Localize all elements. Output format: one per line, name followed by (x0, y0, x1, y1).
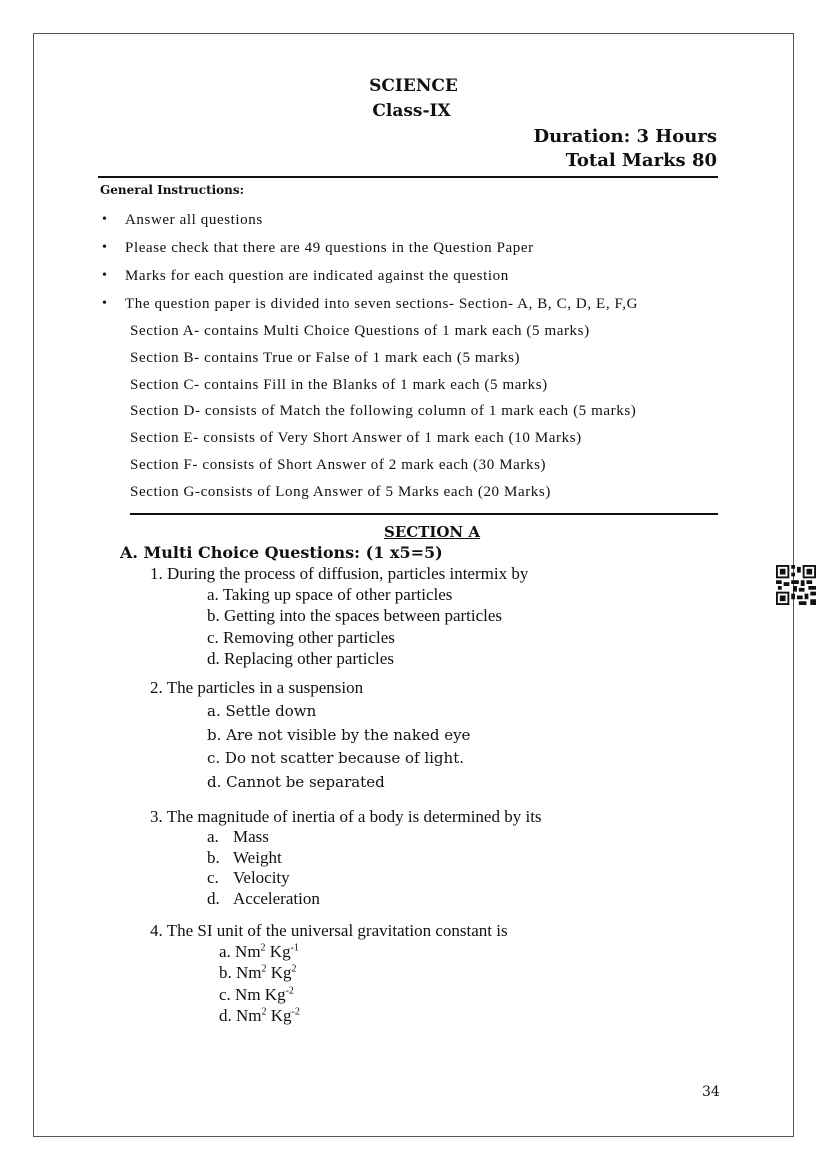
option-text: c. Nm Kg (219, 984, 286, 1004)
section-description: Section C- contains Fill in the Blanks of 1 mark each (5 marks) (130, 376, 548, 393)
section-description: Section D- consists of Match the following column of 1 mark each (5 marks) (130, 403, 637, 420)
section-description: Section A- contains Multi Choice Questions of 1 mark each (5 marks) (130, 323, 590, 339)
option-text: a. Nm (219, 942, 261, 961)
superscript: -2 (285, 984, 294, 996)
option-letter: b. (207, 847, 220, 867)
question-1: 1. During the process of diffusion, particles intermix by (150, 564, 529, 583)
subject-title: SCIENCE (369, 76, 458, 96)
option: Mass (233, 827, 269, 846)
bullet-icon: • (102, 212, 107, 227)
bullet-icon: • (102, 268, 107, 283)
option (219, 963, 297, 983)
option-text: Kg (266, 1005, 292, 1025)
total-marks: Total Marks 80 (565, 150, 717, 171)
option: Velocity (233, 868, 290, 888)
section-a-title: SECTION A (383, 523, 481, 541)
superscript: -1 (290, 942, 299, 954)
question-3: 3. The magnitude of inertia of a body is determined by its (150, 807, 542, 826)
instruction-item: Please check that there are 49 questions in the Question Paper (125, 240, 534, 256)
superscript: 2 (261, 1006, 267, 1018)
qr-code-icon (776, 565, 816, 605)
option (219, 942, 299, 962)
section-description: Section F- consists of Short Answer of 2 mark each (30 Marks) (130, 457, 547, 473)
option: b. Getting into the spaces between particles (207, 606, 503, 626)
duration: Duration: 3 Hours (533, 126, 717, 147)
option: d. Cannot be separated (207, 773, 385, 792)
option (219, 985, 294, 1005)
option: c. Removing other particles (207, 627, 395, 647)
instructions-rule (130, 513, 718, 515)
instruction-item: The question paper is divided into seven sections- Section- A, B, C, D, E, F,G (125, 296, 639, 312)
option-text: d. Nm (219, 1005, 262, 1025)
instruction-item: Marks for each question are indicated against the question (125, 268, 509, 284)
option-text: Kg (265, 942, 291, 961)
section-description: Section B- contains True or False of 1 mark each (5 marks) (130, 349, 521, 366)
option: Acceleration (233, 888, 320, 908)
superscript: -2 (291, 1006, 300, 1018)
option-letter: a. (207, 827, 219, 846)
option-letter: c. (207, 868, 219, 888)
option-text: b. Nm (219, 963, 262, 983)
class-title: Class-IX (372, 101, 451, 121)
option: d. Replacing other particles (207, 648, 394, 668)
page-number: 34 (702, 1084, 720, 1100)
header-rule (98, 176, 718, 178)
question-2: 2. The particles in a suspension (150, 678, 364, 697)
question-4: 4. The SI unit of the universal gravitation constant is (150, 921, 508, 940)
option: b. Are not visible by the naked eye (207, 725, 471, 744)
option (219, 1006, 300, 1026)
superscript: 2 (291, 963, 297, 975)
superscript: 2 (261, 963, 267, 975)
instructions-heading: General Instructions: (100, 183, 245, 197)
section-a-subtitle: A. Multi Choice Questions: (1 x5=5) (120, 543, 443, 562)
option: c. Do not scatter because of light. (207, 749, 464, 768)
option: a. Taking up space of other particles (207, 585, 453, 604)
bullet-icon: • (102, 296, 107, 311)
option-text: Kg (266, 963, 292, 983)
superscript: 2 (260, 942, 266, 954)
section-description: Section G-consists of Long Answer of 5 Marks each (20 Marks) (130, 483, 551, 500)
option-letter: d. (207, 888, 220, 908)
instruction-item: Answer all questions (125, 212, 263, 228)
option: a. Settle down (207, 702, 317, 720)
option: Weight (233, 847, 282, 867)
bullet-icon: • (102, 240, 107, 255)
section-description: Section E- consists of Very Short Answer of 1 mark each (10 Marks) (130, 430, 582, 447)
